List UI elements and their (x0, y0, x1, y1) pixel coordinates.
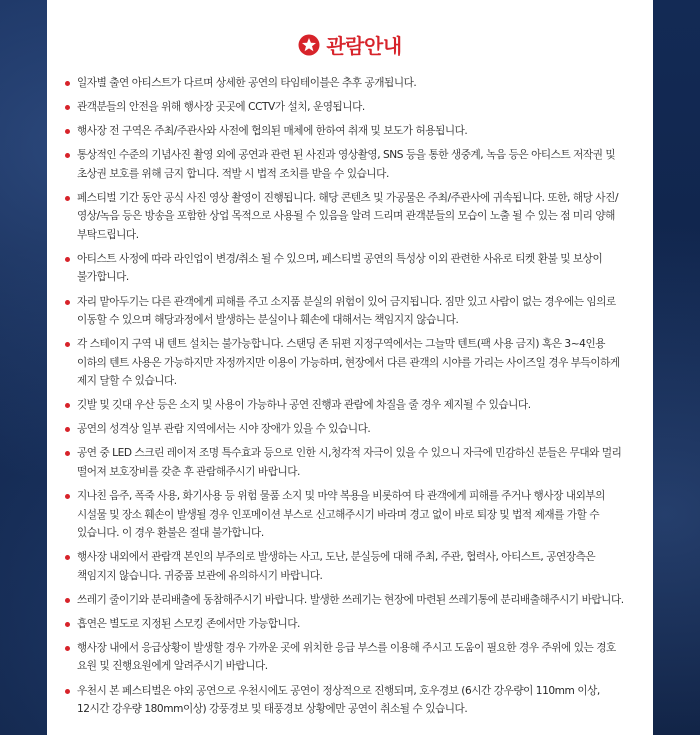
bullet-dot-icon (65, 196, 70, 201)
notice-item (65, 98, 631, 117)
notice-text: 페스티벌 기간 동안 공식 사진 영상 촬영이 진행됩니다. 해당 콘텐츠 및 가공물은 주최/주관사에 귀속됩니다. 또한, 해당 사진/영상/녹음 등은 방송을 포함한 상업 목적으로 사용될 수 있음을 알려 드리며 관객분들의 모습이 노출 될 수 있는 점 미리 양해 부탁드립니다. (77, 191, 619, 241)
bullet-dot-icon (65, 622, 70, 627)
notice-item (65, 420, 631, 439)
notice-item (65, 487, 631, 543)
bullet-dot-icon (65, 403, 70, 408)
notice-text: 행사장 내에서 응급상황이 발생할 경우 가까운 곳에 위치한 응급 부스를 이용해 주시고 도움이 필요한 경우 주위에 있는 경호 요원 및 진행요원에게 알려주시기 바랍니다. (77, 641, 616, 673)
notice-item (65, 74, 631, 93)
star-badge-icon (298, 34, 320, 56)
notice-item (65, 615, 631, 634)
notice-text: 각 스테이지 구역 내 텐트 설치는 불가능합니다. 스탠딩 존 뒤편 지정구역에서는 그늘막 텐트(팩 사용 금지) 혹은 3~4인용 이하의 텐트 사용은 가능하지만 자정까지만 이용이 가능하며, 현장에서 다른 관객의 시야를 가리는 사이즈일 경우 부득이하게 제지 달할 수 있습니다. (77, 338, 620, 388)
notice-item (65, 591, 631, 610)
bullet-dot-icon (65, 300, 70, 305)
notice-text: 관객분들의 안전을 위해 행사장 곳곳에 CCTV가 설치, 운영됩니다. (77, 101, 365, 114)
notice-text: 공연의 성격상 일부 관람 지역에서는 시야 장애가 있을 수 있습니다. (77, 423, 371, 436)
notice-item (65, 639, 631, 676)
notice-item (65, 122, 631, 141)
bullet-dot-icon (65, 81, 70, 86)
bullet-dot-icon (65, 689, 70, 694)
bullet-dot-icon (65, 451, 70, 456)
bullet-dot-icon (65, 342, 70, 347)
notice-item (65, 250, 631, 287)
page-title: 관람안내 (326, 34, 402, 58)
notice-item (65, 682, 631, 719)
notice-list (65, 74, 631, 724)
notice-text: 지나친 음주, 폭죽 사용, 화기사용 등 위험 물품 소지 및 마약 복용을 비롯하여 타 관객에게 피해를 주거나 행사장 내외부의 시설물 및 장소 훼손이 발생될 경우 인포메이션 부스로 신고해주시기 바라며 경고 없이 바로 퇴장 및 법적 제재를 가할 수 있습니다. 이 경우 환불은 절대 불가합니다. (77, 490, 605, 540)
bullet-dot-icon (65, 427, 70, 432)
notice-text: 일자별 출연 아티스트가 다르며 상세한 공연의 타임테이블은 추후 공개됩니다. (77, 77, 417, 89)
notice-item (65, 335, 631, 391)
notice-item (65, 444, 631, 481)
bullet-dot-icon (65, 598, 70, 603)
notice-item (65, 293, 631, 330)
notice-text: 흡연은 별도로 지정된 스모킹 존에서만 가능합니다. (77, 617, 300, 630)
notice-text: 쓰레기 줄이기와 분리배출에 동참해주시기 바랍니다. 발생한 쓰레기는 현장에 마련된 쓰레기통에 분리배출해주시기 바랍니다. (77, 593, 624, 606)
notice-text: 통상적인 수준의 기념사진 촬영 외에 공연과 관련 된 사진과 영상촬영, SNS 등을 통한 생중계, 녹음 등은 아티스트 저작권 및 초상권 보호를 위해 금지 합니다. 적발 시 법적 조치를 받을 수 있습니다. (77, 149, 616, 180)
notice-item (65, 396, 631, 415)
notice-panel (47, 0, 653, 735)
bullet-dot-icon (65, 555, 70, 560)
bullet-dot-icon (65, 105, 70, 110)
bullet-dot-icon (65, 129, 70, 134)
bullet-dot-icon (65, 646, 70, 651)
notice-item (65, 189, 631, 245)
notice-item (65, 548, 631, 585)
bullet-dot-icon (65, 257, 70, 262)
notice-item (65, 146, 631, 183)
notice-text: 아티스트 사정에 따라 라인업이 변경/취소 될 수 있으며, 페스티벌 공연의 특성상 이외 관련한 사유로 티켓 환불 및 보상이 불가합니다. (77, 252, 603, 284)
notice-text: 공연 중 LED 스크린 레이저 조명 특수효과 등으로 인한 시,청각적 자극이 있을 수 있으니 자극에 민감하신 분들은 무대와 멀리 떨어져 보호장비를 갖춘 후 관람해주시기 바랍니다. (77, 447, 622, 478)
notice-text: 깃발 및 깃대 우산 등은 소지 및 사용이 가능하나 공연 진행과 관람에 차질을 줄 경우 제지될 수 있습니다. (77, 399, 531, 412)
bullet-dot-icon (65, 494, 70, 499)
notice-text: 자리 맡아두기는 다른 관객에게 피해를 주고 소지품 분실의 위험이 있어 금지됩니다. 짐만 있고 사람이 없는 경우에는 임의로 이동할 수 있으며 해당과정에서 발생하는 분실이나 훼손에 대해서는 책임지지 않습니다. (77, 295, 616, 327)
title-row (47, 30, 653, 59)
notice-text: 행사장 내외에서 관람객 본인의 부주의로 발생하는 사고, 도난, 분실등에 대해 주최, 주관, 협력사, 아티스트, 공연장측은 책임지지 않습니다. 귀중품 보관에 유의하시기 바랍니다. (77, 551, 596, 582)
notice-text: 우천시 본 페스티벌은 야외 공연으로 우천시에도 공연이 정상적으로 진행되며, 호우경보 (6시간 강우량이 110mm 이상, 12시간 강우량 180mm이상) 강풍경보 및 태풍경보 상황에만 공연이 취소될 수 있습니다. (77, 684, 600, 715)
bullet-dot-icon (65, 153, 70, 158)
notice-text: 행사장 전 구역은 주최/주관사와 사전에 협의된 매체에 한하여 취재 및 보도가 허용됩니다. (77, 125, 468, 138)
